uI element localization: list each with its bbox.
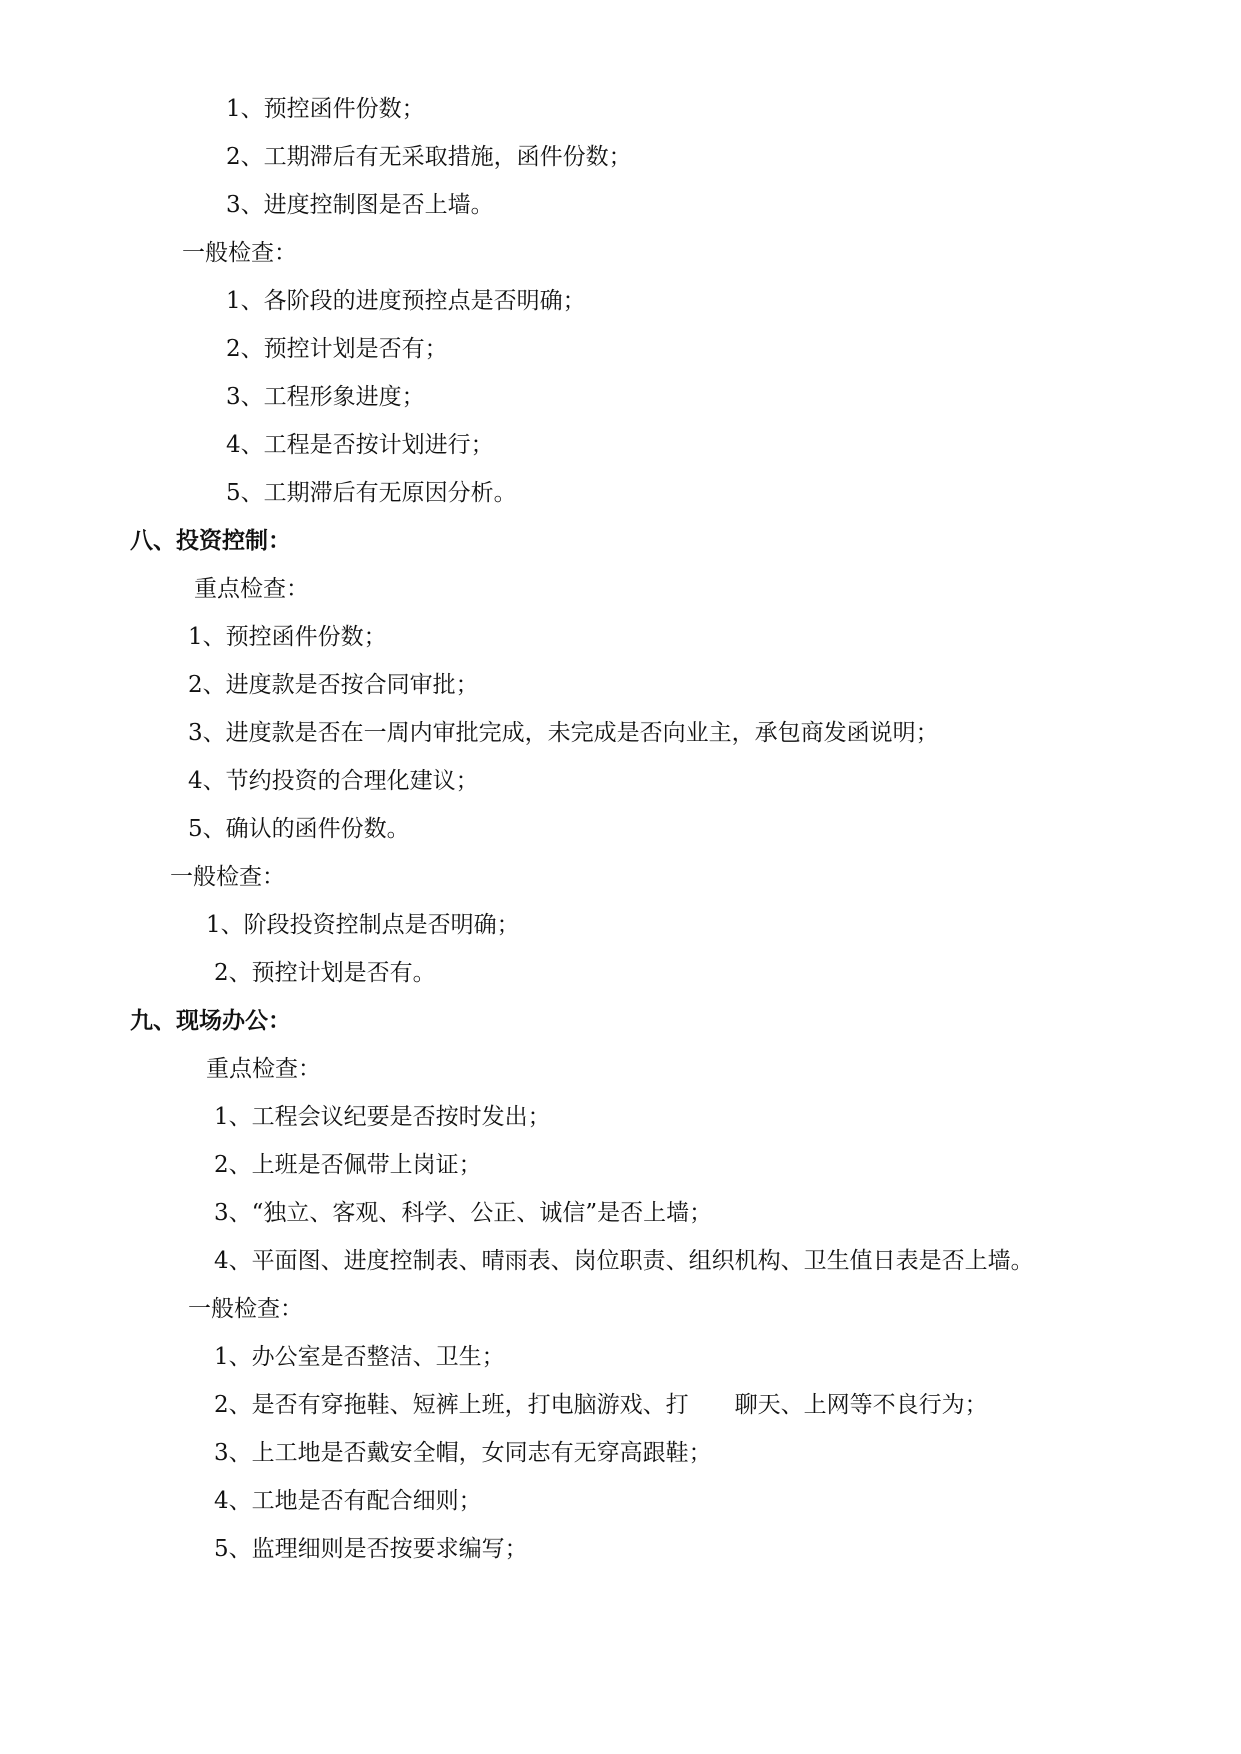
site-office-key-item-4: 4、平面图、进度控制表、晴雨表、岗位职责、组织机构、卫生值日表是否上墙。: [214, 1248, 1034, 1274]
investment-key-item-1: 1、预控函件份数；: [188, 624, 387, 650]
schedule-key-item-3: 3、进度控制图是否上墙。: [226, 192, 494, 218]
site-office-key-item-1: 1、工程会议纪要是否按时发出；: [214, 1104, 551, 1130]
site-office-section-title: 九、现场办公：: [130, 1008, 291, 1034]
schedule-general-item-4: 4、工程是否按计划进行；: [226, 432, 494, 458]
site-office-key-item-2: 2、上班是否佩带上岗证；: [214, 1152, 482, 1178]
site-office-general-item-1: 1、办公室是否整洁、卫生；: [214, 1344, 505, 1370]
investment-key-item-4: 4、节约投资的合理化建议；: [188, 768, 479, 794]
schedule-key-item-1: 1、预控函件份数；: [226, 96, 425, 122]
investment-general-label: 一般检查：: [170, 864, 285, 890]
schedule-general-item-3: 3、工程形象进度；: [226, 384, 425, 410]
investment-general-item-1: 1、阶段投资控制点是否明确；: [206, 912, 520, 938]
investment-key-item-3: 3、进度款是否在一周内审批完成，未完成是否向业主，承包商发函说明；: [188, 720, 939, 746]
schedule-general-label: 一般检查：: [182, 240, 297, 266]
site-office-general-item-3: 3、上工地是否戴安全帽，女同志有无穿高跟鞋；: [214, 1440, 712, 1466]
site-office-general-label: 一般检查：: [188, 1296, 303, 1322]
investment-key-item-2: 2、进度款是否按合同审批；: [188, 672, 479, 698]
schedule-key-item-2: 2、工期滞后有无采取措施，函件份数；: [226, 144, 632, 170]
site-office-key-item-3: 3、“独立、客观、科学、公正、诚信”是否上墙；: [214, 1200, 713, 1226]
schedule-general-item-2: 2、预控计划是否有；: [226, 336, 448, 362]
investment-section-title: 八、投资控制：: [130, 528, 291, 554]
site-office-key-label: 重点检查：: [206, 1056, 321, 1082]
investment-key-item-5: 5、确认的函件份数。: [188, 816, 410, 842]
schedule-general-item-1: 1、各阶段的进度预控点是否明确；: [226, 288, 586, 314]
site-office-general-item-2: 2、是否有穿拖鞋、短裤上班，打电脑游戏、打 聊天、上网等不良行为；: [214, 1392, 988, 1418]
schedule-general-item-5: 5、工期滞后有无原因分析。: [226, 480, 517, 506]
site-office-general-item-5: 5、监理细则是否按要求编写；: [214, 1536, 528, 1562]
investment-general-item-2: 2、预控计划是否有。: [214, 960, 436, 986]
investment-key-label: 重点检查：: [194, 576, 309, 602]
site-office-general-item-4: 4、工地是否有配合细则；: [214, 1488, 482, 1514]
